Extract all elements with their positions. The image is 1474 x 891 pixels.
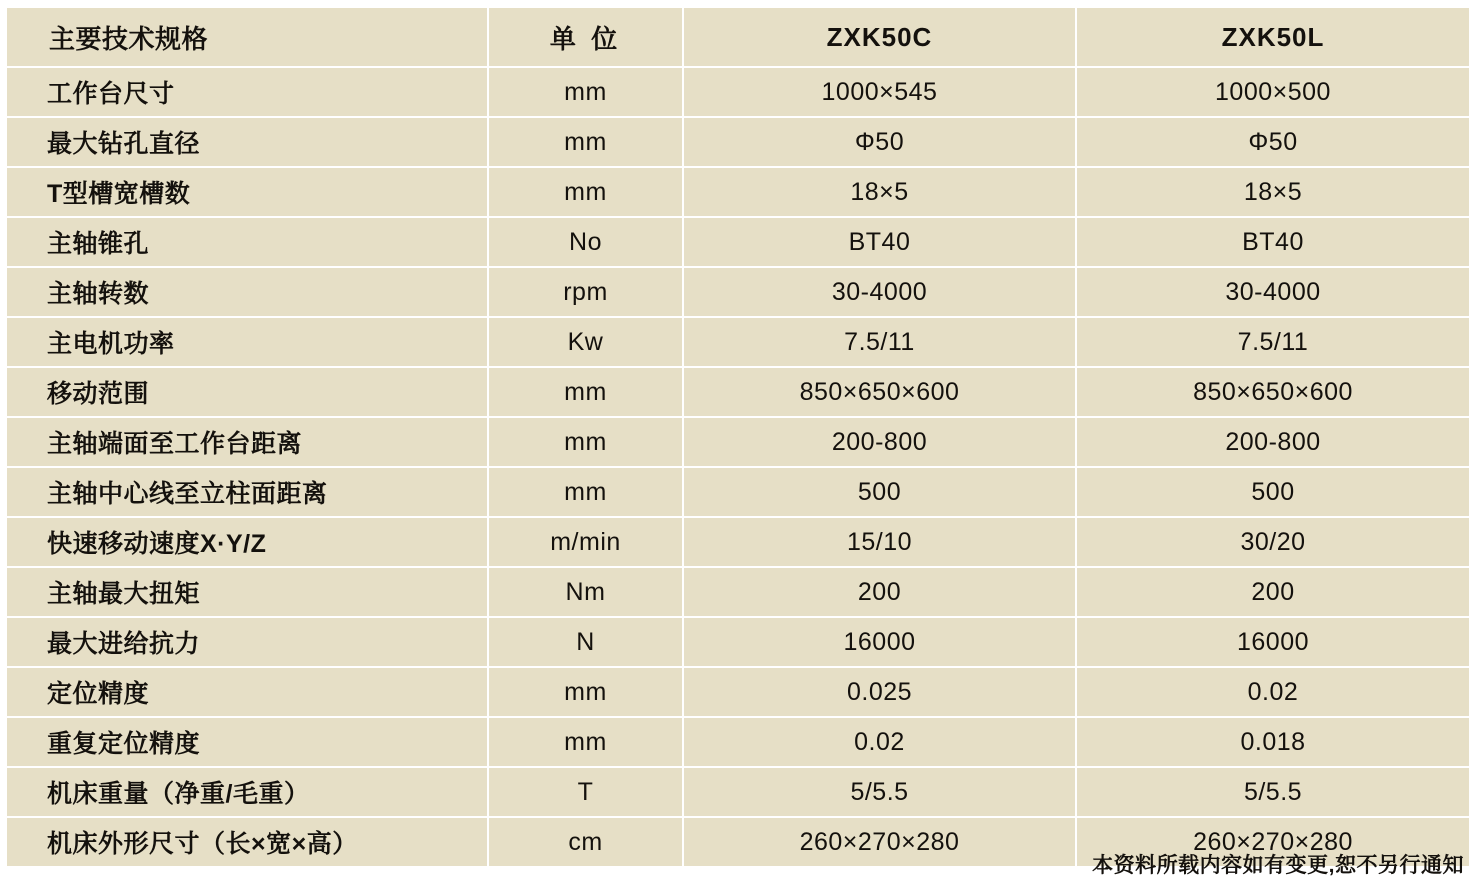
- cell-unit: mm: [488, 467, 683, 517]
- cell-value-model-1: 15/10: [683, 517, 1076, 567]
- cell-value-model-1: 200-800: [683, 417, 1076, 467]
- cell-unit: N: [488, 617, 683, 667]
- cell-value-model-1: BT40: [683, 217, 1076, 267]
- table-row: [6, 217, 1470, 267]
- table-row: [6, 567, 1470, 617]
- cell-value-model-2: 30-4000: [1076, 267, 1470, 317]
- cell-spec-name: 机床外形尺寸（长×宽×高）: [6, 817, 488, 867]
- cell-value-model-1: Φ50: [683, 117, 1076, 167]
- specification-table: [5, 6, 1471, 868]
- header-model-1: ZXK50C: [683, 7, 1076, 67]
- cell-value-model-1: 30-4000: [683, 267, 1076, 317]
- cell-value-model-2: 850×650×600: [1076, 367, 1470, 417]
- cell-unit: Nm: [488, 567, 683, 617]
- cell-spec-name: T型槽宽槽数: [6, 167, 488, 217]
- table-row: [6, 517, 1470, 567]
- cell-value-model-2: Φ50: [1076, 117, 1470, 167]
- cell-value-model-1: 16000: [683, 617, 1076, 667]
- cell-value-model-1: 1000×545: [683, 67, 1076, 117]
- cell-value-model-2: 500: [1076, 467, 1470, 517]
- cell-unit: mm: [488, 167, 683, 217]
- cell-value-model-1: 200: [683, 567, 1076, 617]
- cell-unit: mm: [488, 667, 683, 717]
- cell-value-model-2: 260×270×280: [1076, 817, 1470, 867]
- cell-value-model-2: BT40: [1076, 217, 1470, 267]
- cell-value-model-2: 18×5: [1076, 167, 1470, 217]
- cell-unit: mm: [488, 367, 683, 417]
- table-row: [6, 367, 1470, 417]
- spec-sheet: [0, 6, 1474, 891]
- cell-spec-name: 重复定位精度: [6, 717, 488, 767]
- cell-value-model-2: 200-800: [1076, 417, 1470, 467]
- table-row: [6, 117, 1470, 167]
- table-row: [6, 717, 1470, 767]
- table-row: [6, 317, 1470, 367]
- cell-unit: T: [488, 767, 683, 817]
- cell-spec-name: 主轴最大扭矩: [6, 567, 488, 617]
- cell-spec-name: 主轴中心线至立柱面距离: [6, 467, 488, 517]
- table-header-row: [6, 7, 1470, 67]
- cell-value-model-2: 5/5.5: [1076, 767, 1470, 817]
- footnote: 本资料所载内容如有变更,恕不另行通知: [1092, 854, 1464, 877]
- cell-value-model-1: 5/5.5: [683, 767, 1076, 817]
- cell-spec-name: 主轴锥孔: [6, 217, 488, 267]
- cell-value-model-1: 7.5/11: [683, 317, 1076, 367]
- table-row: [6, 67, 1470, 117]
- header-model-2: ZXK50L: [1076, 7, 1470, 67]
- cell-spec-name: 机床重量（净重/毛重）: [6, 767, 488, 817]
- cell-value-model-2: 30/20: [1076, 517, 1470, 567]
- table-row: [6, 167, 1470, 217]
- cell-spec-name: 移动范围: [6, 367, 488, 417]
- table-row: [6, 267, 1470, 317]
- cell-value-model-2: 16000: [1076, 617, 1470, 667]
- cell-spec-name: 最大进给抗力: [6, 617, 488, 667]
- cell-spec-name: 最大钻孔直径: [6, 117, 488, 167]
- cell-spec-name: 主轴转数: [6, 267, 488, 317]
- cell-spec-name: 快速移动速度X·Y/Z: [6, 517, 488, 567]
- cell-unit: m/min: [488, 517, 683, 567]
- cell-value-model-1: 18×5: [683, 167, 1076, 217]
- cell-value-model-1: 0.025: [683, 667, 1076, 717]
- cell-spec-name: 主轴端面至工作台距离: [6, 417, 488, 467]
- cell-value-model-1: 850×650×600: [683, 367, 1076, 417]
- table-row: [6, 617, 1470, 667]
- cell-value-model-2: 0.02: [1076, 667, 1470, 717]
- cell-unit: Kw: [488, 317, 683, 367]
- cell-spec-name: 主电机功率: [6, 317, 488, 367]
- cell-value-model-2: 1000×500: [1076, 67, 1470, 117]
- table-row: [6, 467, 1470, 517]
- cell-value-model-2: 0.018: [1076, 717, 1470, 767]
- cell-unit: mm: [488, 717, 683, 767]
- table-row: [6, 417, 1470, 467]
- cell-spec-name: 工作台尺寸: [6, 67, 488, 117]
- table-row: [6, 767, 1470, 817]
- cell-value-model-1: 0.02: [683, 717, 1076, 767]
- cell-unit: mm: [488, 417, 683, 467]
- cell-unit: mm: [488, 67, 683, 117]
- header-spec-name: 主要技术规格: [6, 7, 488, 67]
- cell-value-model-2: 200: [1076, 567, 1470, 617]
- cell-unit: No: [488, 217, 683, 267]
- header-unit: 单 位: [488, 7, 683, 67]
- cell-value-model-1: 260×270×280: [683, 817, 1076, 867]
- cell-value-model-1: 500: [683, 467, 1076, 517]
- cell-unit: rpm: [488, 267, 683, 317]
- cell-spec-name: 定位精度: [6, 667, 488, 717]
- cell-value-model-2: 7.5/11: [1076, 317, 1470, 367]
- cell-unit: cm: [488, 817, 683, 867]
- cell-unit: mm: [488, 117, 683, 167]
- table-row: [6, 667, 1470, 717]
